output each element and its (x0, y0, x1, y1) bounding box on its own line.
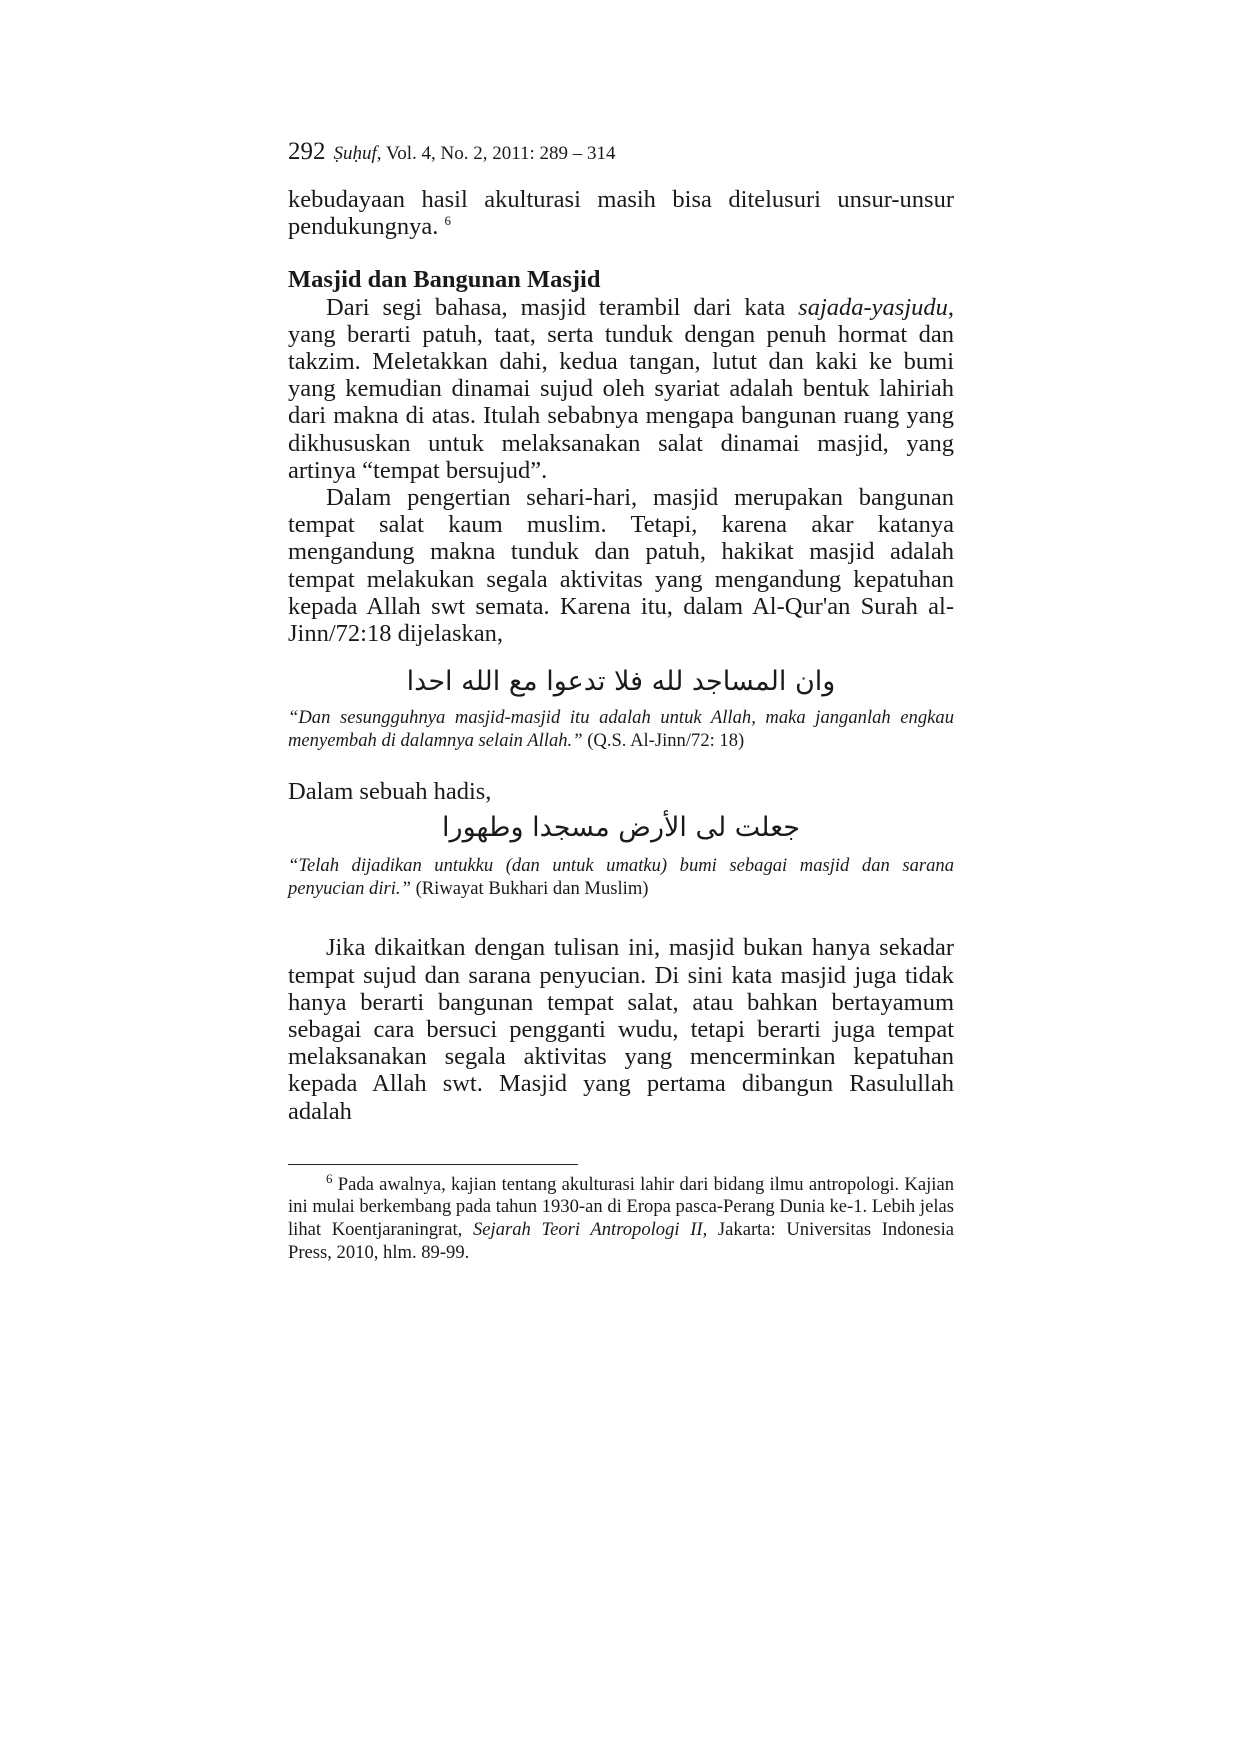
verse-translation (288, 707, 954, 752)
p1-after: , yang berarti patuh, taat, serta tunduk dengan penuh hormat dan takzim. Meletakkan dahi, kedua tangan, lutut dan kaki ke bumi yang kemudian dinamai sujud oleh syariat adalah bentuk lahiriah dari makna di atas. Itulah sebabnya mengapa bangunan ruang yang dikhususkan untuk melaksanakan salat dinamai masjid, yang artinya “tempat bersujud”. (288, 293, 954, 484)
footnote-book-title: Sejarah Teori Antropologi II (472, 1219, 703, 1241)
verse-translation-text: “Dan sesungguhnya masjid-masjid itu adalah untuk Allah, maka janganlah engkau menyembah di dalamnya selain Allah.” (288, 707, 954, 751)
arabic-term: sajada-yasjudu (798, 293, 948, 321)
intro-text: kebudayaan hasil akulturasi masih bisa ditelusuri unsur-unsur pendukungnya. (288, 186, 954, 241)
p1-before: Dari segi bahasa, masjid terambil dari kata (326, 293, 799, 321)
journal-citation: , Vol. 4, No. 2, 2011: 289 – 314 (376, 143, 616, 164)
body-paragraph-2: Dalam pengertian sehari-hari, masjid merupakan bangunan tempat salat kaum muslim. Tetapi, karena akar katanya mengandung makna tunduk dan patuh, hakikat masjid adalah tempat melakukan segala aktivitas yang mengandung kepatuhan kepada Allah swt semata. Karena itu, dalam Al-Qur'an Surah al-Jinn/72:18 dijelaskan, (288, 484, 954, 648)
footnote-number: 6 (326, 1170, 333, 1186)
body-paragraph-3: Jika dikaitkan dengan tulisan ini, masjid bukan hanya sekadar tempat sujud dan sarana penyucian. Di sini kata masjid juga tidak hanya berarti bangunan tempat salat, atau bahkan bertayamum sebagai cara bersuci pengganti wudu, tetapi berarti juga tempat melaksanakan segala aktivitas yang mencerminkan kepatuhan kepada Allah swt. Masjid yang pertama dibangun Rasulullah adalah (288, 934, 954, 1125)
section-heading: Masjid dan Bangunan Masjid (288, 266, 601, 294)
hadith-translation (288, 855, 954, 900)
body-paragraph-1 (288, 294, 954, 484)
quran-verse-arabic: وان المساجد لله فلا تدعوا مع الله احدا (406, 666, 836, 698)
intro-paragraph (288, 186, 954, 240)
footnote-divider (288, 1164, 578, 1165)
footnote-text-after: , Jakarta: Universitas Indonesia Press, 2010, hlm. 89-99. (288, 1219, 955, 1263)
hadith-arabic: جعلت لى الأرض مسجدا وطهورا (442, 812, 800, 844)
hadith-source: (Riwayat Bukhari dan Muslim) (410, 877, 649, 899)
hadith-intro: Dalam sebuah hadis, (288, 778, 492, 806)
hadith-translation-text: “Telah dijadikan untukku (dan untuk umatku) bumi sebagai masjid dan sarana penyucian diri.” (288, 855, 954, 899)
footnote-text-before: Pada awalnya, kajian tentang akulturasi lahir dari bidang ilmu antropologi. Kajian ini mulai berkembang pada tahun 1930-an di Eropa pasca-Perang Dunia ke-1. Lebih jelas lihat Koentjaraningrat, (288, 1173, 954, 1241)
footnote-reference[interactable]: 6 (444, 213, 451, 229)
journal-title: Ṣuḥuf (333, 143, 377, 164)
spacer (288, 900, 954, 934)
spacer (288, 752, 954, 778)
page-content (288, 140, 954, 1264)
running-head (288, 140, 954, 166)
verse-source: (Q.S. Al-Jinn/72: 18) (582, 729, 745, 751)
page-number: 292 (288, 138, 326, 165)
footnote (288, 1170, 955, 1264)
